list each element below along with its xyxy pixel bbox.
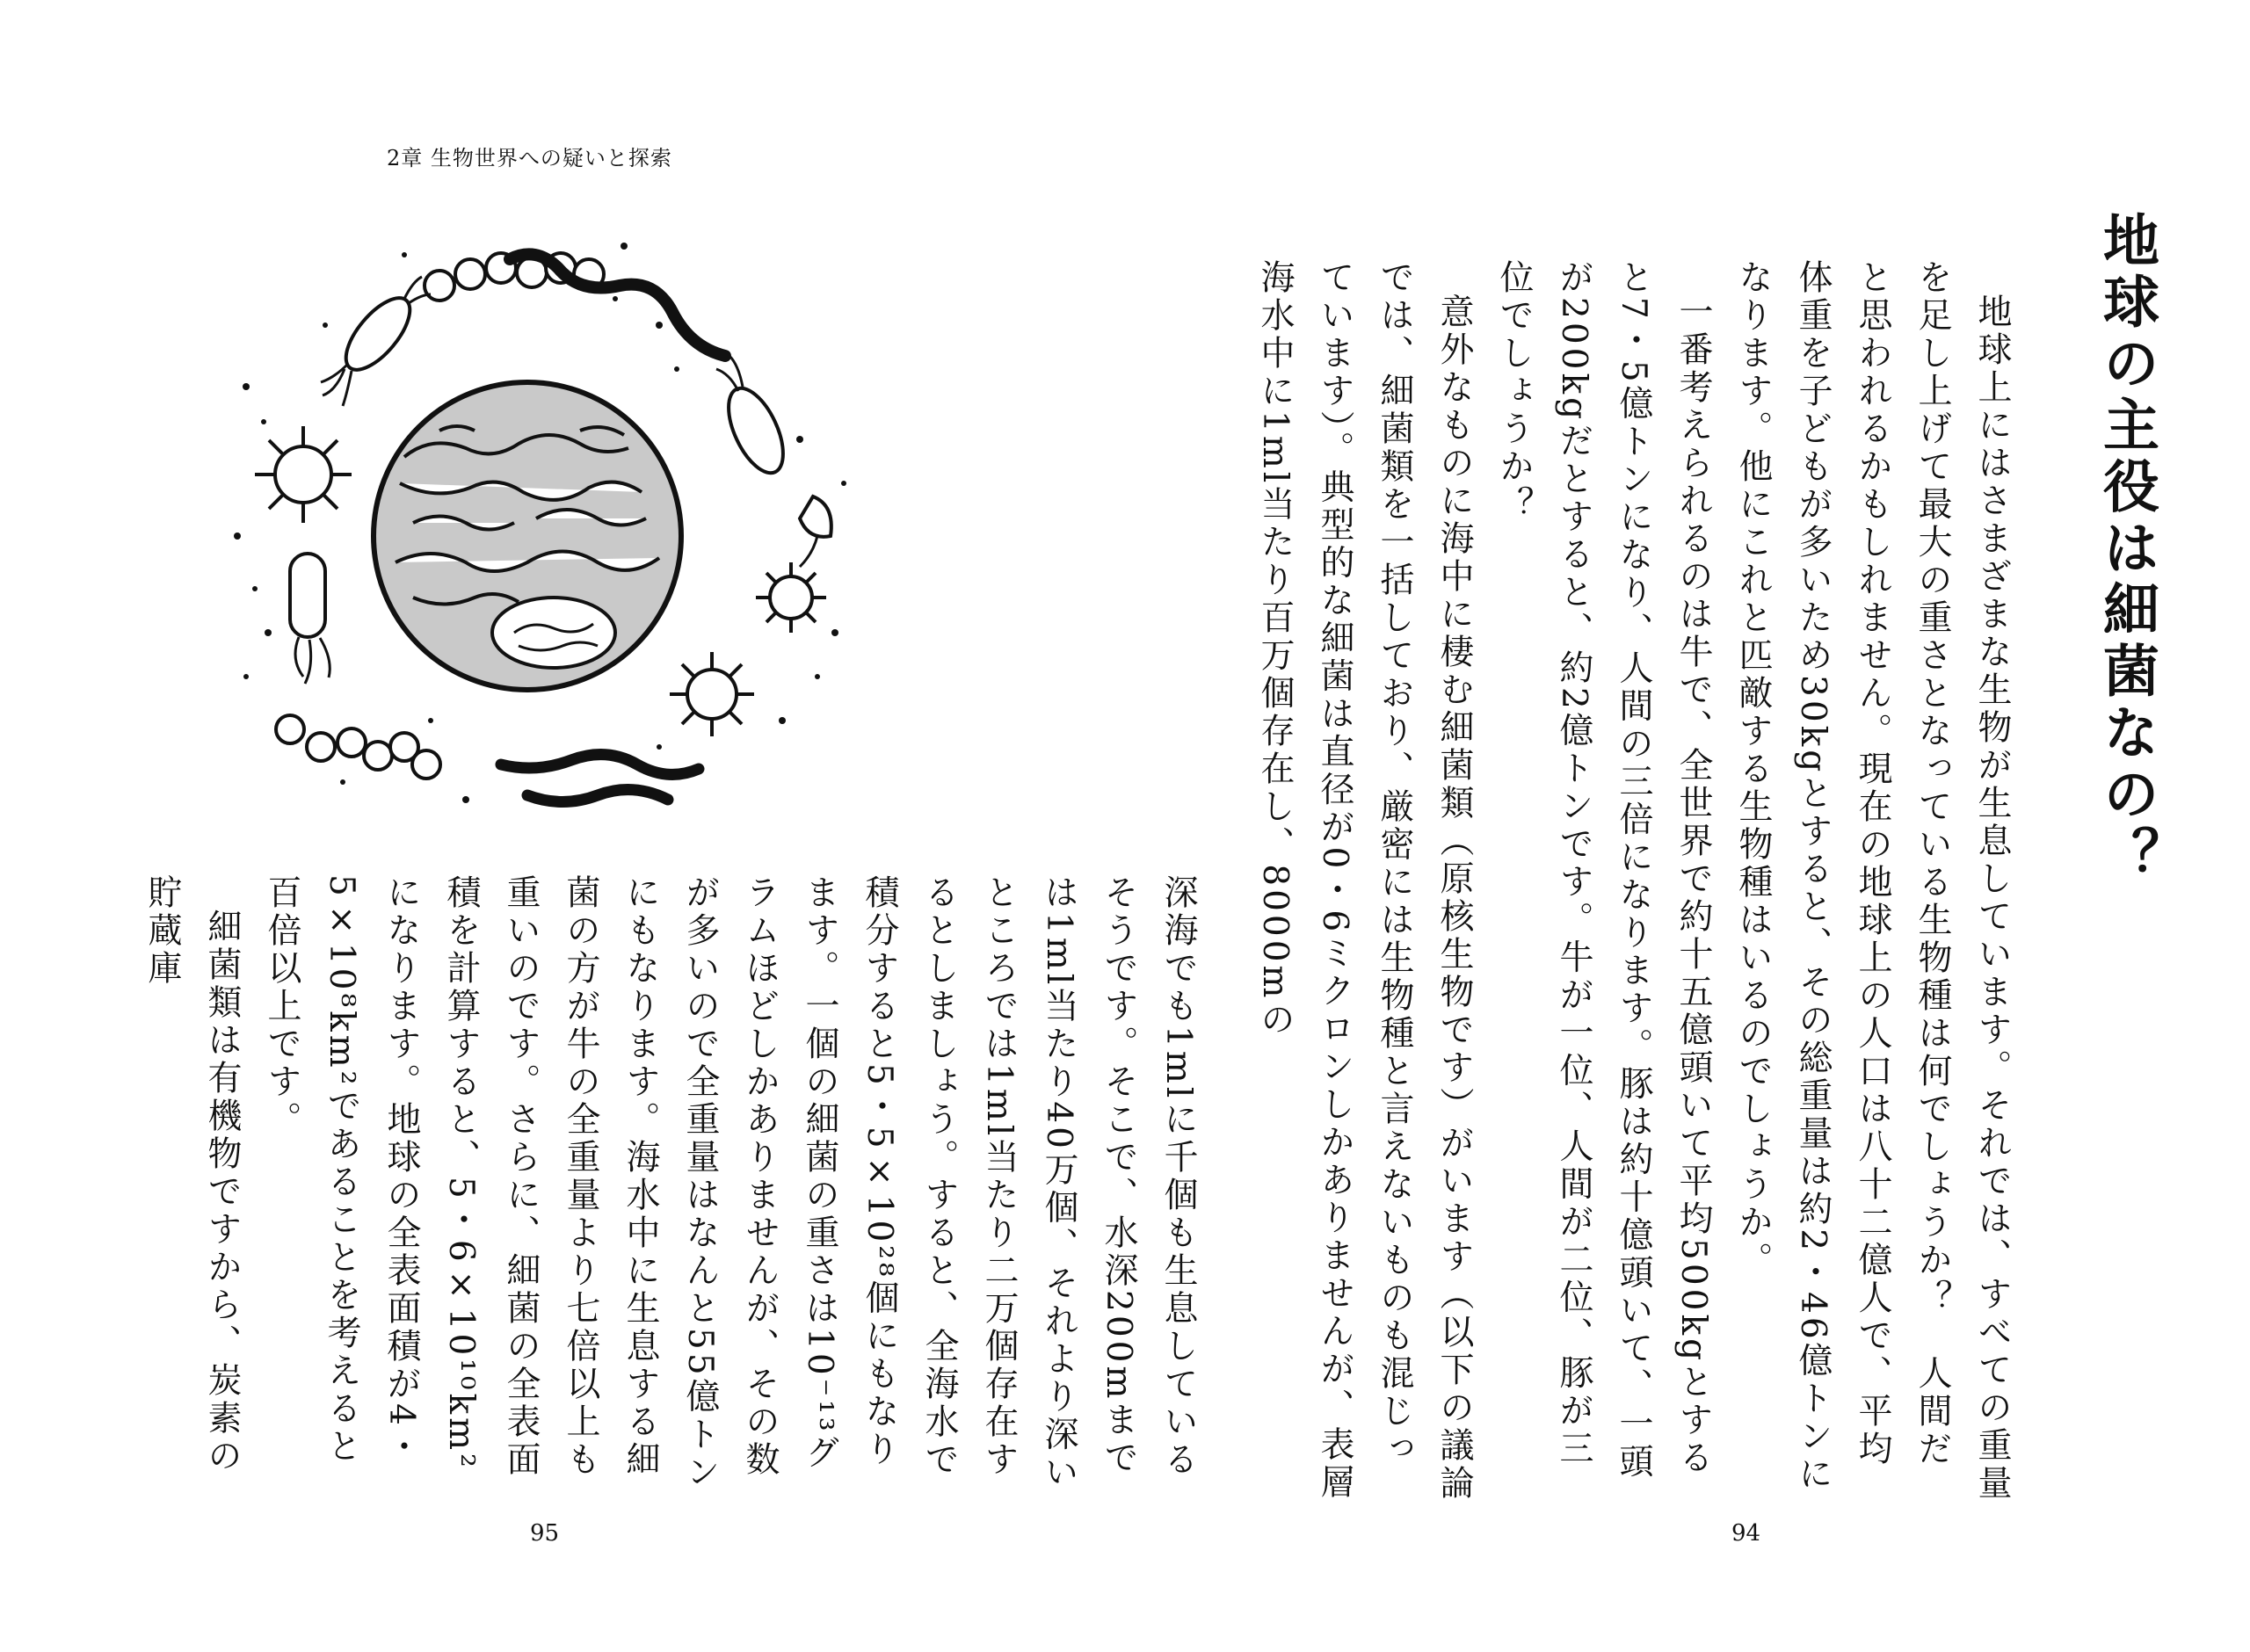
- flagellate-icon: [800, 496, 831, 567]
- rod-bacterium-icon: [716, 356, 795, 481]
- paragraph: 意外なものに海中に棲む細菌類（原核生物です）がいます（以下の議論では、細菌類を一括しており、厳密には生物種と言えないものも混じっています）。典型的な細菌は直径が0・6ミクロンしかありませんが、表層海水中に1ml当たり百万個存在し、8000mの: [1255, 259, 1474, 1503]
- left-body-text: [132, 874, 1208, 1503]
- right-page: [1125, 0, 2250, 1652]
- page-number: 94: [1731, 1520, 1761, 1547]
- running-head: 2章 生物世界への疑いと探索: [387, 146, 672, 170]
- earth-icon: [374, 382, 681, 690]
- paragraph: 細菌類は有機物ですから、炭素の貯蔵庫: [142, 874, 242, 1475]
- rod-bacterium-icon: [290, 554, 330, 684]
- spirochete-icon: [501, 755, 699, 802]
- right-body-text: [1245, 259, 2021, 1503]
- paragraph: 一番考えられるのは牛で、全世界で約十五億頭いて平均500kgとすると7・5億トンになり、人間の三倍になります。豚は約十億頭いて、一頭が200kgだとすると、約2億トンです。牛が一位、人間が二位、豚が三位でしょうか？: [1494, 259, 1713, 1482]
- cocci-chain-bottom-icon: [276, 715, 440, 779]
- rod-bacterium-icon: [321, 277, 431, 406]
- paragraph: 深海でも1mlに千個も生息しているそうです。そこで、水深200mまでは1ml当たり40万個、それより深いところでは1ml当たり二万個存在するとしましょう。すると、全海水で積分すると5・5×10²⁸個にもなります。一個の細菌の重さは10⁻¹³グラムほどしかありませんが、その数が多いので全重量はなんと55億トンにもなります。海水中に生息する細菌の方が牛の全重量より七倍以上も重いのです。さらに、細菌の全表面積を計算すると、5・6×10¹⁰km²になります。地球の全表面積が4・5×10⁸km²であることを考えると百倍以上です。: [262, 874, 1198, 1492]
- earth-with-bacteria-illustration: [114, 220, 949, 852]
- virus-icon: [670, 652, 754, 736]
- page-number: 95: [530, 1520, 560, 1547]
- section-title: 地球の主役は細菌なの？: [2094, 211, 2159, 888]
- paragraph: 地球上にはさまざまな生物が生息しています。それでは、すべての重量を足し上げて最大の重さとなっている生物種は何でしょうか？ 人間だと思われるかもしれません。現在の地球上の人口は八十二億人で、平均体重を子どもが多いため30kgとすると、その総重量は約2・46億トンになります。他にこれと匹敵する生物種はいるのでしょうか。: [1733, 259, 2012, 1503]
- virus-icon: [255, 426, 352, 523]
- virus-icon: [756, 562, 826, 633]
